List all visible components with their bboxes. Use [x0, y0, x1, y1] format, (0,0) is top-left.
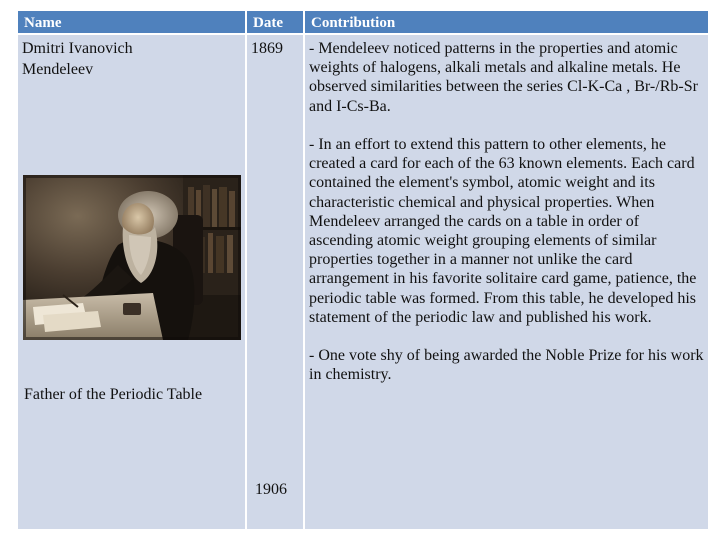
contribution-cell: [305, 35, 708, 529]
mendeleev-portrait-image: [23, 175, 241, 340]
contribution-paragraph-1: - Mendeleev noticed patterns in the properties and atomic weights of halogens, alkali metals and alkaline metals. He observed similarities between the series Cl-K-Ca , Br-/Rb-Sr and I-Cs-Ba.: [309, 40, 698, 115]
date-1869: 1869: [251, 40, 283, 57]
contribution-paragraph-3: - One vote shy of being awarded the Noble Prize for his work in chemistry.: [309, 347, 704, 384]
portrait-svg: [23, 175, 241, 340]
name-caption: Father of the Periodic Table: [24, 386, 203, 403]
date-1906: 1906: [255, 481, 287, 498]
date-cell: [247, 35, 303, 529]
header-date-label: Date: [253, 15, 283, 31]
name-line-2: Mendeleev: [22, 61, 94, 79]
header-date: [247, 11, 303, 33]
header-name-label: Name: [24, 15, 62, 31]
header-name: [18, 11, 245, 33]
contribution-paragraph-2: - In an effort to extend this pattern to other elements, he created a card for each of the 63 known elements. Each card contained the element's symbol, atomic weight and its characteristic chemical and physical properties. When Mendeleev arranged the cards on a table in order of ascending atomic weight grouping elements of similar properties together in a manner not unlike the card arrangement in his favorite solitaire card game, patience, the periodic table was formed. From this table, he developed his statement of the periodic law and published his work.: [309, 136, 697, 326]
header-contribution: [305, 11, 708, 33]
name-line-1: Dmitri Ivanovich: [22, 40, 133, 57]
header-contribution-label: Contribution: [311, 15, 396, 31]
